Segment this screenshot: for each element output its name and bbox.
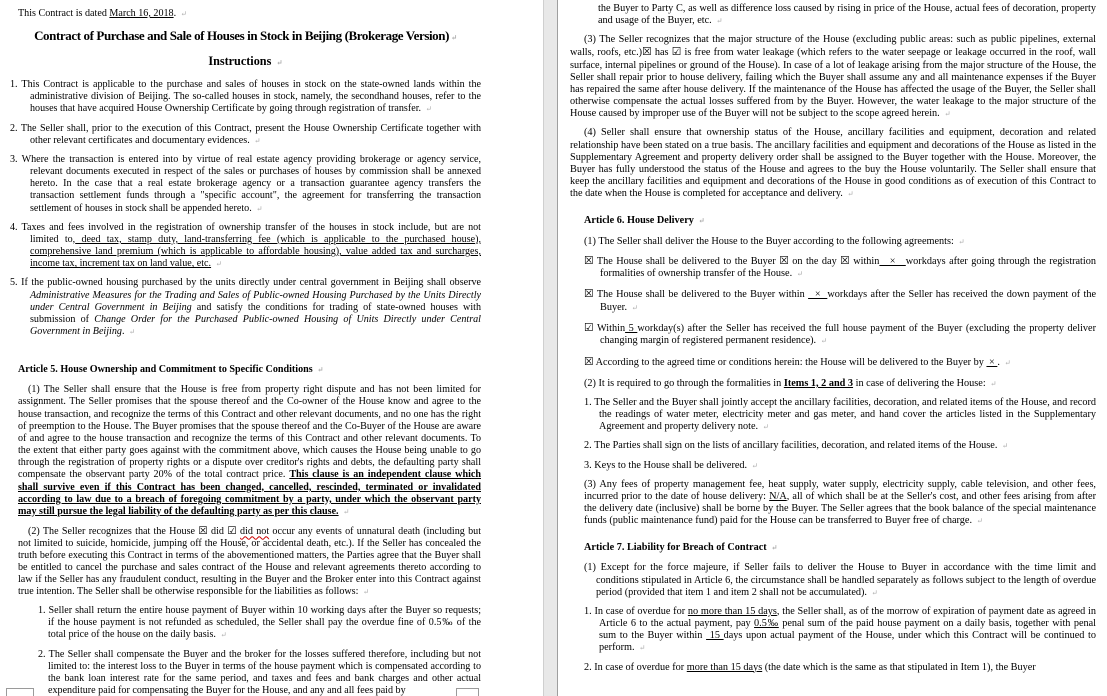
checkbox-glyph: ☑	[671, 45, 682, 59]
list-item	[584, 397, 1096, 433]
text-run: has	[651, 47, 672, 59]
text-run: days upon actual payment of the House, under which this Contract will be continued to perform.	[599, 630, 1097, 654]
text-run: is free from water leakage (which refers to the water seepage or leakage occurred in the roof, wall surface, internal pipelines or ground of the House). In case of a lot of leakage arising from the major structure of the House, the Seller shall repair prior to house delivery, failing which the Buyer shall assume any and all maintenance expenses if the Buyer has repaired the same after house delivery. If the maintenance of the House has affected the usage of the Buyer, the Seller shall otherwise compensate the actual losses suffered from by the Buyer. However, the water leakage to the major structure of the House caused by improper use of the Buyer will not be subject to the scope agreed herein.	[570, 47, 1096, 120]
article-heading	[584, 542, 1096, 554]
text-run: (the date which is the same as that stipulated in Item 1), the Buyer	[762, 661, 1036, 673]
text-run: Instructions	[208, 54, 275, 69]
text-run: (1) Except for the force majeure, if Seller fails to deliver the House to Buyer in accordance with the time limit and conditions stipulated in Article 6, the circumstance shall be handled separately as follows subject to the length of overdue period (provided that item 1 and item 2 shall not be accumulated).	[584, 562, 1096, 598]
paragraph	[570, 236, 1096, 248]
text-run: Article 5. House Ownership and Commitment to Specific Conditions	[18, 364, 316, 376]
text-run: deed tax, stamp duty, land-transferring fee (which is applicable to the purchased house), comprehensive land premium (which is applicable to affordable housing), value added tax and surcharges, income tax, increment tax on land value, etc.	[30, 233, 481, 270]
dated-line	[18, 8, 481, 20]
text-run: .	[121, 325, 127, 337]
text-run: According to the agreed time or conditions herein: the House will be delivered to the Buyer by	[593, 357, 987, 369]
text-run: no more than 15 days	[687, 605, 777, 617]
cutoff-frame-fragment	[456, 688, 479, 696]
instruction-item	[10, 222, 481, 271]
text-run: ×	[986, 357, 998, 369]
text-run: (2) It is required to go through the formalities in	[584, 377, 784, 389]
text-run: .	[173, 8, 179, 19]
text-run: , the Seller shall, as of the morrow of expiration of payment date as agreed in Article 6 to the actual payment, pay	[599, 605, 1096, 630]
checkbox-option	[584, 322, 1096, 347]
text-run: on the day	[788, 255, 841, 267]
text-run: This clause is an independent clause which shall survive even if this Contract has been changed, cancelled, rescinded, terminated or invalidated according to law due to a breach of foregoing commitment by a party, under which the observant party may still pursue the legal liability of the defaulting party as per this clause.	[18, 469, 481, 517]
text-run: the Buyer to Party C, as well as difference loss caused by rising in price of the House, actual fees of decoration, property and usage of the Buyer, etc.	[598, 3, 1096, 27]
text-run: 5	[625, 323, 638, 335]
list-item	[584, 440, 1096, 452]
paragraph	[18, 525, 481, 599]
text-run: .	[997, 357, 1003, 369]
text-run: did not	[240, 525, 270, 537]
list-item	[584, 460, 1096, 472]
checkbox-glyph: ☑	[227, 524, 237, 537]
text-run: 5. If the public-owned housing purchased by the units directly under central government in Beijing shall observe	[10, 277, 481, 289]
paragraph	[570, 34, 1096, 120]
paragraph	[18, 384, 481, 518]
text-run: Administrative Measures for the Trading and Sales of Public-owned Housing Purchased by the Units Directly under Central Government in Beijing	[30, 289, 481, 313]
checkbox-glyph: ☒	[779, 253, 789, 267]
text-run: 2. The Seller shall compensate the Buyer and the broker for the losses suffered therefore, including but not limited to: the interest loss to the Buyer in terms of the house payment which is compensated according to the bank loan interest rate for the same period, and taxes and fees and bank charges and other actual expenditure paid for compensating the Buyer for the House, and any and all fees paid by	[38, 648, 481, 696]
list-item	[584, 662, 1096, 674]
text-run: March 16, 2018	[109, 8, 174, 19]
text-run: 15	[706, 630, 724, 642]
checkbox-option	[584, 356, 1096, 369]
text-run: Article 6. House Delivery	[584, 215, 697, 227]
instruction-item	[10, 277, 481, 338]
text-run: 1. This Contract is applicable to the purchase and sales of houses in stock on the state-owned lands within the administrative division of Beijing. The so-called houses in stock, namely, the secondhand houses, refer to the houses that have acquired House Ownership Certificate by going through registration of transfer.	[10, 79, 481, 115]
text-run: workdays after going through the registration formalities of ownership transfer of the House.	[600, 255, 1097, 279]
text-run: in case of delivering the House:	[853, 377, 989, 389]
text-run	[211, 258, 214, 269]
text-run: N/A	[769, 490, 787, 502]
checkbox-glyph: ☒	[840, 253, 850, 267]
text-run: , all of which shall be at the Seller's cost, and other fees arising from after the delivery date (inclusive) shall be borne by the Buyer. The Seller agrees that the book balance of the special maintenance funds (public maintenance fund) paid for the House can be transferred to Buyer free of charge.	[584, 490, 1096, 527]
article-heading	[18, 364, 481, 376]
paragraph	[584, 378, 1096, 390]
list-item	[584, 606, 1096, 655]
text-run: (4) Seller shall ensure that ownership status of the House, ancillary facilities and equipment, decoration and related relationship have been stated on a true basis. The ancillary facilities and equipment and decorations of the House as listed in the Supplementary Agreement and property delivery order shall be assigned to the Buyer together with the House. Moreover, the Buyer has fully understood the status of the House and agrees to the buy the House voluntarily. The Seller shall ensure that keep the ancillary facilities and equipment and decorations of the House in good conditions as of execution of this Contract to the date when the House is completed for acceptance and delivery.	[570, 127, 1096, 200]
text-run: (3) The Seller recognizes that the major structure of the House (excluding public areas: such as public pipelines, external walls, roofs, etc.)	[570, 34, 1096, 59]
text-run: 1. In case of overdue for	[584, 605, 688, 617]
text-run: Items 1, 2 and 3	[783, 377, 854, 389]
text-run: (1) The Seller shall deliver the House to the Buyer according to the following agreements:	[584, 235, 957, 247]
checkbox-glyph: ☑	[584, 321, 594, 335]
text-run: 3. Where the transaction is entered into by virtue of real estate agency providing brokerage or agency service, relevant documents executed in respect of the sales or purchases of houses by commission shall be annexed hereto. In the case that a real estate brokerage agency or a transaction guarantee agency transfers the transaction settlement funds through a "specific account", the agreement for transferring the transaction settlement of houses in stock shall be appended hereto.	[10, 153, 481, 214]
text-run: Change Order for the Purchased Public-owned Housing of Units Directly under Central Government in Beijing	[30, 313, 481, 337]
checkbox-glyph: ☒	[584, 355, 594, 369]
text-run: ×	[879, 255, 906, 267]
document-title	[10, 27, 481, 46]
text-run: workday(s) after the Seller has received the full house payment of the Buyer (excluding the property deliver changing margin of registered permanent residence).	[600, 323, 1097, 347]
continuation-paragraph	[598, 3, 1096, 27]
text-run: 3. Keys to the House shall be delivered.	[584, 459, 750, 471]
article-heading	[584, 215, 1096, 227]
instruction-item	[10, 154, 481, 215]
text-run: (3) Any fees of property management fee, heat supply, water supply, electricity supply, cable television, and other fees, incurred prior to the date of house delivery:	[584, 478, 1096, 502]
text-run: ×	[808, 289, 828, 301]
list-item	[38, 605, 481, 641]
instruction-item	[10, 79, 481, 115]
checkbox-glyph: ☒	[642, 45, 652, 59]
text-run: did	[207, 525, 228, 537]
text-run: The House shall be delivered to the Buyer within	[593, 289, 809, 301]
text-run: 2. In case of overdue for	[584, 661, 687, 673]
document-page-left[interactable]	[0, 0, 543, 696]
paragraph	[584, 479, 1096, 528]
text-run: occur any events of unnatural death (including but not limited to suicide, homicide, jumping off the House, or accidental death, etc.). If the Seller has concealed the truth before executing this Contract in terms of the abovementioned matters, the Parties agree that the Buyer shall be entitled to cancel the purchase and sales contract of the House and relevant agreements thereto according to law if the Seller has any fraudulent conduct, resulting in the Buyer and the Broker enter into this Contract against true intention. The Seller shall be otherwise responsible for the liabilities as follows:	[18, 525, 481, 598]
text-run: The House shall be delivered to the Buyer	[593, 255, 780, 267]
checkbox-glyph: ☒	[584, 287, 594, 301]
text-run: 2. The Parties shall sign on the lists of ancillary facilities, decoration, and related items of the House.	[584, 440, 1000, 452]
text-run: Article 7. Liability for Breach of Contract	[584, 542, 770, 554]
text-run: 2. The Seller shall, prior to the execution of this Contract, present the House Ownership Certificate together with other relevant certificates and documentary evidences.	[10, 122, 481, 146]
text-run: 4. Taxes and fees involved in the registration of ownership transfer of the houses in stock include, but are not limited to,	[10, 221, 481, 245]
instruction-item	[10, 123, 481, 147]
text-run: Contract of Purchase and Sale of Houses in Stock in Beijing (Brokerage Version)	[34, 28, 450, 44]
text-run: 0.5‰	[754, 618, 779, 630]
paragraph	[570, 127, 1096, 200]
checkbox-option	[584, 288, 1096, 313]
page-separator	[543, 0, 558, 696]
text-run: more than 15 days	[686, 661, 763, 673]
text-run: (1) The Seller shall ensure that the House is free from property right dispute and has not been limited for assignment. The Seller promises that the spouse thereof and the Co-owner of the House know and agree to the house transaction, and recognize the terms of this Contract and other relevant documents, and no one has the right of preemption to the House. The Buyer promises that the spouse thereof and the Co-Buyer of the House are aware of and agree to the house transaction and recognize the terms of this Contract and other relevant documents. To the extent that either party goes against with the commitment above, which causes the House being unable to go through the registration of property rights or a dispute over creditor's rights and debts, the defaulting party shall compensate the observant party 20% of the total contract price.	[18, 384, 481, 481]
text-run: workdays after the Seller has received the down payment of the Buyer.	[600, 289, 1096, 313]
text-run: (2) The Seller recognizes that the House	[28, 525, 199, 537]
text-run	[339, 506, 342, 517]
checkbox-glyph: ☒	[584, 253, 594, 267]
text-run: 1. The Seller and the Buyer shall jointly accept the ancillary facilities, decoration, and related items of the House, and record the readings of water meter, electricity meter and gas meter, and hand cover the articles listed in the Supplementary Agreement and property delivery note.	[584, 396, 1096, 433]
text-run: and satisfy the conditions for trading of state-owned houses with submission of	[30, 301, 481, 325]
list-item	[38, 649, 481, 696]
text-run: This Contract is dated	[18, 8, 110, 19]
instructions-heading	[10, 54, 481, 70]
document-page-right[interactable]	[558, 0, 1107, 696]
text-run: penal sum of the paid house payment on a daily basis, together with penal sum to the Buyer within	[599, 618, 1097, 642]
text-run: 1. Seller shall return the entire house payment of Buyer within 10 working days after the Buyer so requests; if the house payment is not refunded as scheduled, the Seller shall pay the overdue fine of 0.5‰ of the total price of the house on the daily basis.	[38, 604, 481, 641]
text-run: within	[849, 255, 880, 267]
paragraph	[584, 562, 1096, 598]
text-run: Within	[593, 323, 626, 335]
cutoff-frame-fragment	[6, 688, 34, 696]
checkbox-option	[584, 255, 1096, 280]
checkbox-glyph: ☒	[198, 524, 208, 537]
